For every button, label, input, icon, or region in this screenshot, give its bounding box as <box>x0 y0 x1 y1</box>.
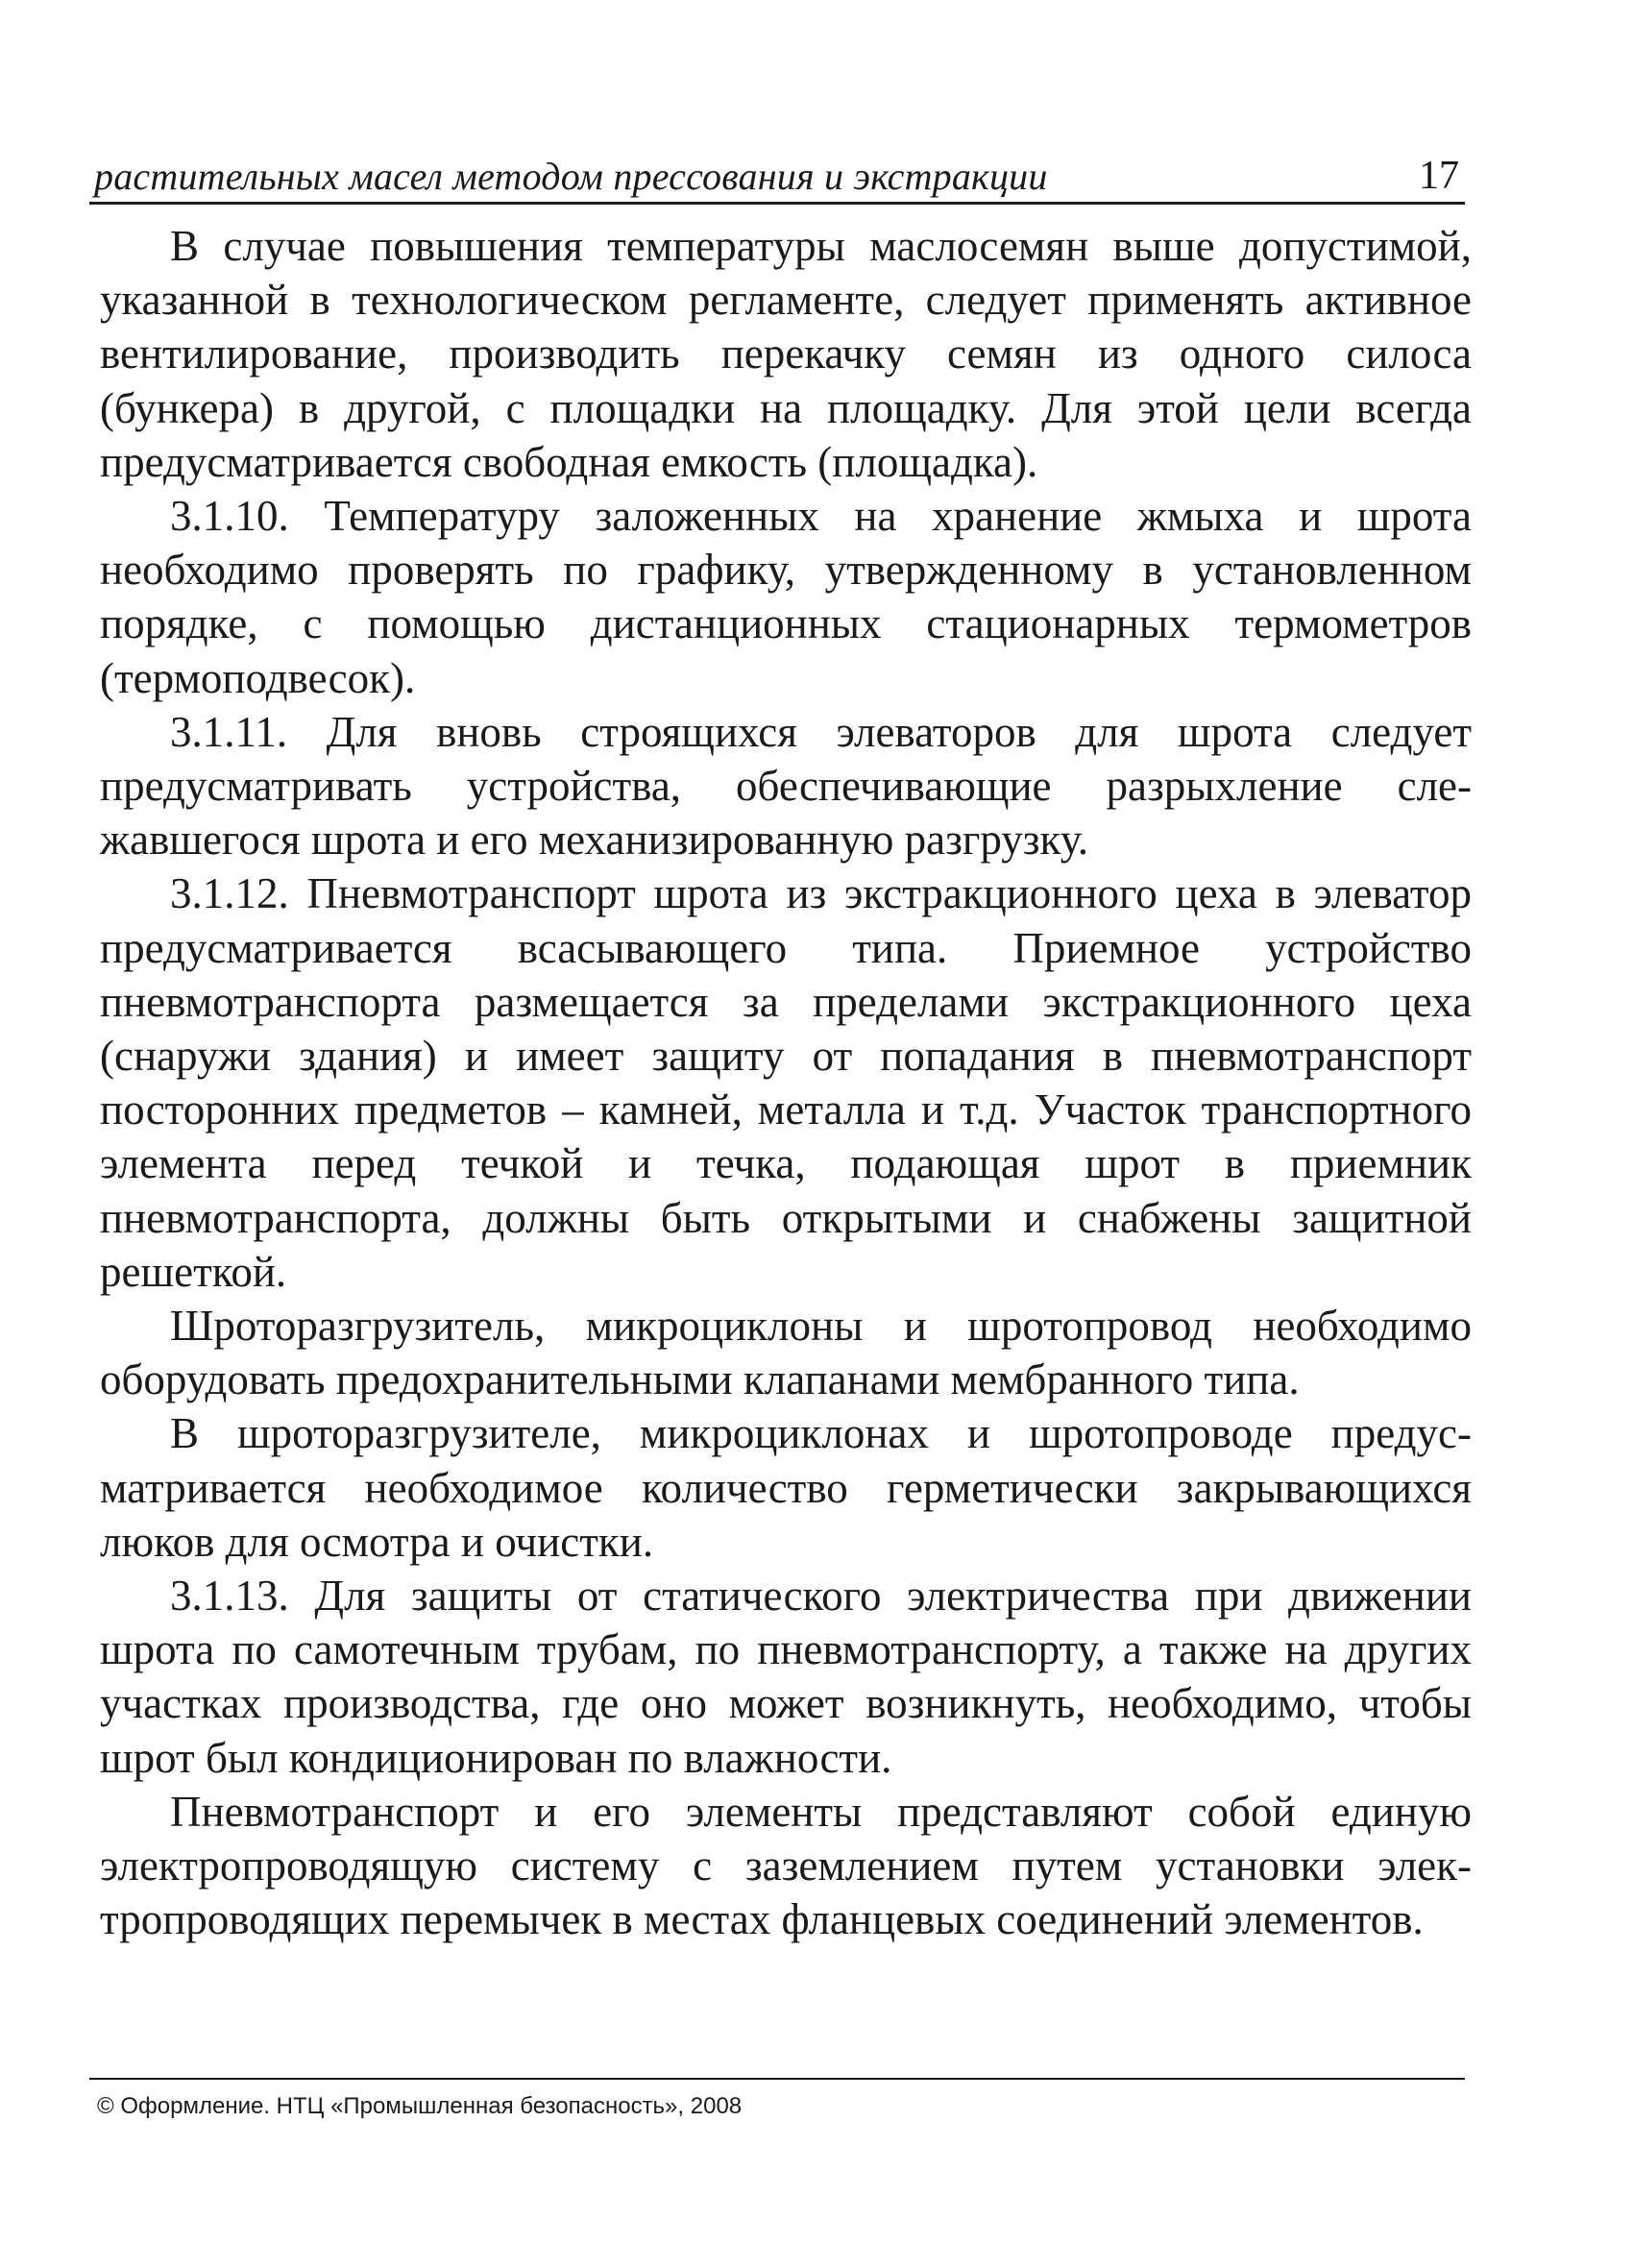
copyright-notice: © Оформление. НТЦ «Промышленная безопасность», 2008 <box>97 2093 743 2119</box>
running-title: растительных масел методом прессования и экстракции <box>94 155 1048 198</box>
paragraph: В случае повышения температуры маслосемян выше допустимой, указанной в технологическом регламенте, следует применять активное вентилирование, производить перекачку семян из одного силоса (бункера) в другой, с площадки на площадку. Для этой цели всегда предусматривается свободная емкость (площадка). <box>100 222 1472 486</box>
paragraph-3-1-12: 3.1.12. Пневмотранспорт шрота из экстракционного цеха в элеватор предусматривается всасывающего типа. Приемное устройство пневмотранспорта размещается за пределами экстракционного цеха (снаружи здания) и имеет защиту от попадания в пневмотранспорт посторонних предметов – камней, металла и т.д. Участок транспортного элемента перед течкой и течка, подающая шрот в приемник пневмотранспорта, должны быть открытыми и снабжены защитной решеткой. <box>100 869 1472 1296</box>
paragraph-3-1-10: 3.1.10. Температуру заложенных на хранение жмыха и шрота необходимо проверять по графику, утвержденному в установленном порядке, с помощью дистанционных стационарных термометров (термоподвесок). <box>100 492 1472 702</box>
paragraph: Пневмотранспорт и его элементы представляют собой единую электропроводящую систему с заземлением путем установки электропроводящих перемычек в местах фланцевых соединений элементов. <box>100 1787 1472 1944</box>
page-number: 17 <box>1419 154 1459 198</box>
paragraph: В шроторазгрузителе, микроциклонах и шротопроводе предусматривается необходимое количество герметически закрывающихся люков для осмотра и очистки. <box>100 1409 1472 1566</box>
paragraph-3-1-13: 3.1.13. Для защиты от статического электричества при движении шрота по самотечным трубам, по пневмотранспорту, а также на других участках производства, где оно может возникнуть, необходимо, чтобы шрот был кондиционирован по влажности. <box>100 1572 1472 1782</box>
body-text <box>100 219 1472 1947</box>
page-header <box>89 154 1465 205</box>
paragraph: Шроторазгрузитель, микроциклоны и шротопровод необходимо оборудовать предохранительными клапанами мембранного типа. <box>100 1302 1472 1404</box>
page-footer <box>89 2078 1465 2121</box>
paragraph-3-1-11: 3.1.11. Для вновь строящихся элеваторов для шрота следует предусматривать устройства, обеспечивающие разрыхление слежавшегося шрота и его механизированную разгрузку. <box>100 707 1472 865</box>
